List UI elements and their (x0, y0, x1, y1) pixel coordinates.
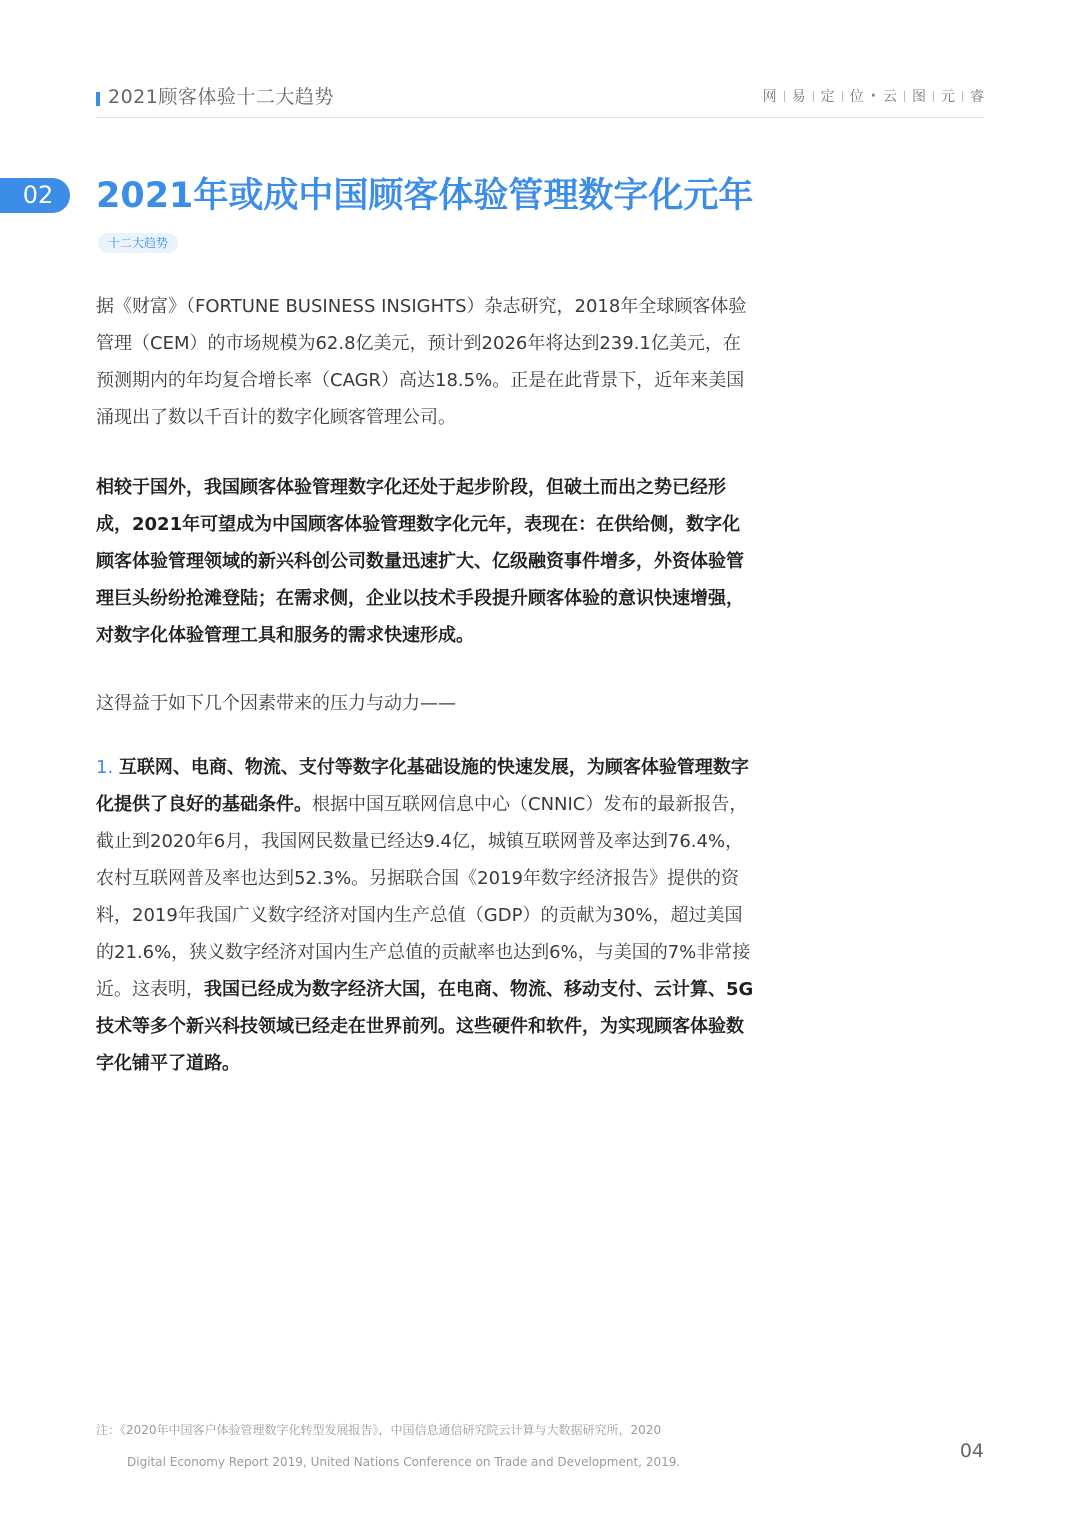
factor-1-lead: 互联网、电商、物流、支付等数字化基础设施的快速发展，为顾客体验管理数字化提供了良好的基础条件。 (96, 757, 749, 815)
header-brand (763, 86, 984, 106)
paragraph-factor-1 (96, 749, 758, 1082)
brand-char: 元 (941, 89, 955, 105)
brand-divider (813, 91, 814, 102)
section-tag: 十二大趋势 (98, 233, 178, 253)
paragraph-factors-intro: 这得益于如下几个因素带来的压力与动力—— (96, 693, 456, 714)
brand-char: 睿 (970, 89, 984, 105)
page-title: 2021年或成中国顾客体验管理数字化元年 (96, 176, 754, 216)
brand-dot: · (870, 88, 876, 104)
footnote-line-1: 注：《2020年中国客户体验管理数字化转型发展报告》，中国信息通信研究院云计算与大数据研究所，2020 (96, 1423, 662, 1437)
header-accent-bar (96, 92, 100, 106)
paragraph-market-size: 据《财富》（FORTUNE BUSINESS INSIGHTS）杂志研究，2018年全球顾客体验管理（CEM）的市场规模为62.8亿美元，预计到2026年将达到239.1亿美元，在预测期内的年均复合增长率（CAGR）高达18.5%。正是在此背景下，近年来美国涌现出了数以千百计的数字化顾客管理公司。 (96, 296, 747, 428)
brand-divider (784, 91, 785, 102)
factor-1-conclusion: 我国已经成为数字经济大国，在电商、物流、移动支付、云计算、5G技术等多个新兴科技领域已经走在世界前列。这些硬件和软件，为实现顾客体验数字化铺平了道路。 (96, 979, 754, 1074)
brand-char: 易 (791, 89, 806, 105)
chapter-number-badge: 02 (0, 178, 70, 213)
page-number: 04 (959, 1440, 984, 1462)
brand-char: 位 (849, 89, 864, 105)
brand-char: 图 (912, 89, 926, 105)
factor-1-body: 根据中国互联网信息中心（CNNIC）发布的最新报告，截止到2020年6月，我国网民数量已经达9.4亿，城镇互联网普及率达到76.4%，农村互联网普及率也达到52.3%。另据联合国《2019年数字经济报告》提供的资料，2019年我国广义数字经济对国内生产总值（GDP）的贡献为30%，超过美国的21.6%，狭义数字经济对国内生产总值的贡献率也达到6%，与美国的7%非常接近。这表明， (96, 794, 751, 1000)
header-divider (96, 117, 984, 118)
brand-divider (933, 91, 934, 102)
paragraph-china-status: 相较于国外，我国顾客体验管理数字化还处于起步阶段，但破土而出之势已经形成，2021年可望成为中国顾客体验管理数字化元年，表现在：在供给侧，数字化顾客体验管理领域的新兴科创公司数量迅速扩大、亿级融资事件增多，外资体验管理巨头纷纷抢滩登陆；在需求侧，企业以技术手段提升顾客体验的意识快速增强，对数字化体验管理工具和服务的需求快速形成。 (96, 477, 744, 646)
header-title: 2021顾客体验十二大趋势 (108, 86, 334, 108)
footnote (96, 1422, 680, 1470)
brand-char: 云 (883, 89, 897, 105)
brand-divider (904, 91, 905, 102)
brand-divider (962, 91, 963, 102)
list-number: 1. (96, 757, 114, 778)
brand-char: 定 (820, 89, 835, 105)
brand-divider (842, 91, 843, 102)
brand-char: 网 (762, 89, 777, 105)
footnote-line-2: Digital Economy Report 2019, United Nations Conference on Trade and Development, 2019. (127, 1455, 681, 1469)
